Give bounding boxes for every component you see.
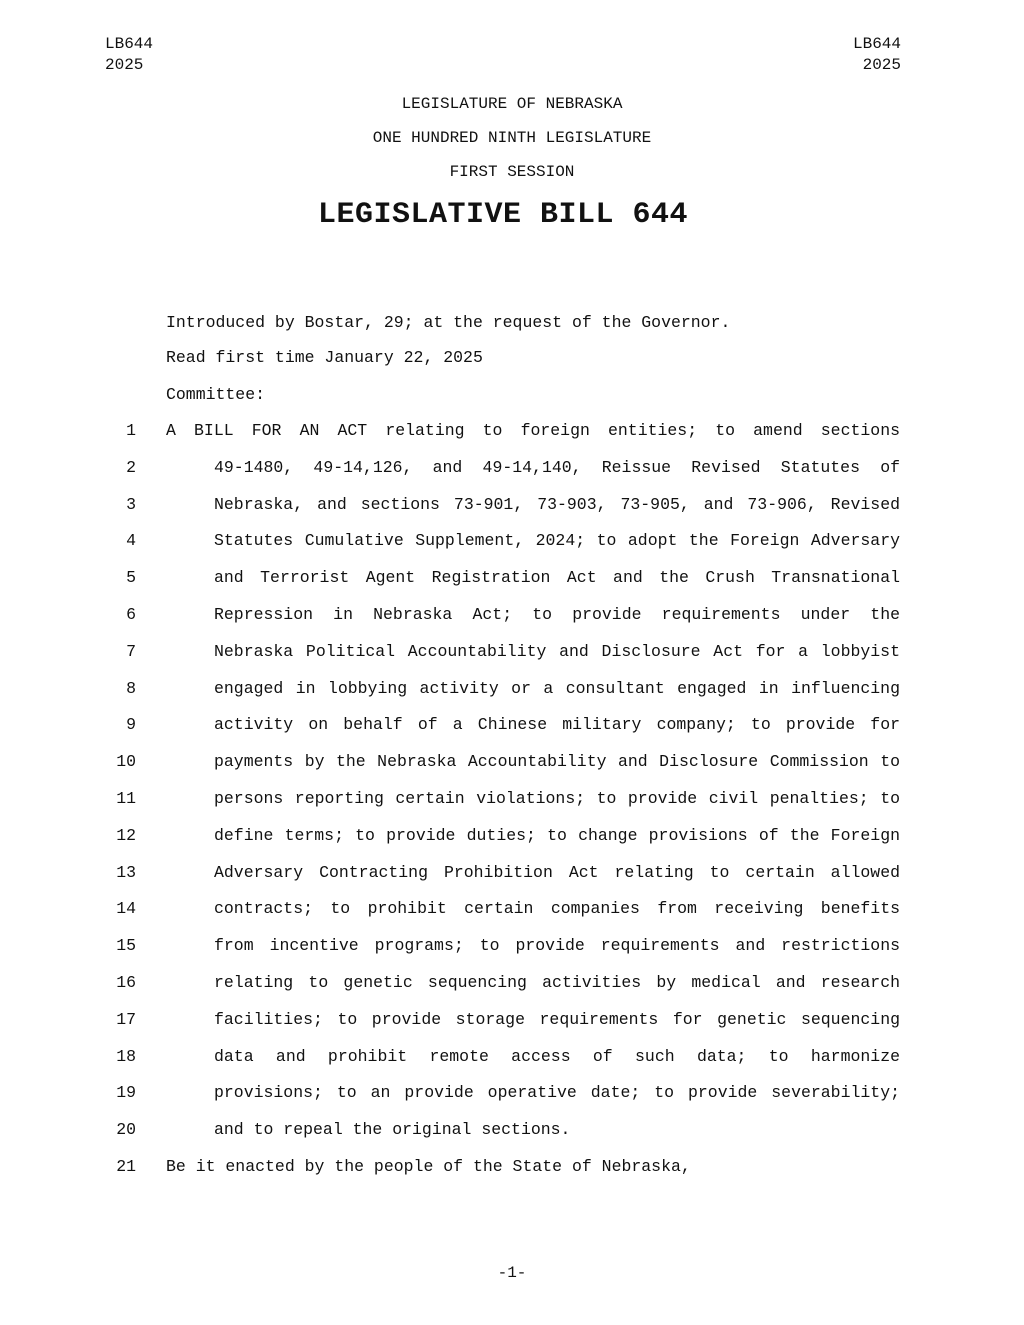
line-text: contracts; to prohibit certain companies from receiving benefits [214,899,900,919]
page-number: -1- [497,1264,527,1282]
line-text: Adversary Contracting Prohibition Act relating to certain allowed [214,862,900,882]
line-text: facilities; to provide storage requirements for genetic sequencing [214,1009,900,1029]
bill-line [0,458,1024,495]
line-text: A BILL FOR AN ACT relating to foreign entities; to amend sections [166,421,900,440]
line-number: 3 [126,494,136,514]
line-number: 14 [116,899,136,919]
committee-label: Committee: [166,385,266,404]
header-right-year: 2025 [862,56,901,74]
bill-line [0,679,1024,716]
read-first-time: Read first time January 22, 2025 [166,348,483,367]
line-number: 18 [116,1046,136,1066]
introduced-by: Introduced by Bostar, 29; at the request of the Governor. [166,313,731,332]
bill-line [0,899,1024,936]
bill-line [0,1010,1024,1047]
line-text: payments by the Nebraska Accountability and Disclosure Commission to [214,752,900,772]
line-number: 9 [126,715,136,735]
header-left-bill: LB644 [105,35,154,53]
line-number: 8 [126,678,136,698]
line-text: 49-1480, 49-14,126, and 49-14,140, Reissue Revised Statutes of [214,457,900,477]
line-number: 6 [126,605,136,624]
line-text: and to repeal the original sections. [214,1120,571,1140]
line-number: 21 [116,1157,136,1176]
line-number: 11 [116,789,136,808]
legislature-name: LEGISLATURE OF NEBRASKA [401,95,623,113]
line-text: persons reporting certain violations; to provide civil penalties; to [214,789,900,808]
line-text: define terms; to provide duties; to change provisions of the Foreign [214,825,900,845]
line-number: 1 [126,421,136,440]
line-number: 13 [116,862,136,882]
line-text: Statutes Cumulative Supplement, 2024; to adopt the Foreign Adversary [214,531,900,551]
line-number: 16 [116,973,136,992]
line-number: 5 [126,568,136,588]
header-right [853,34,901,76]
header-left-year: 2025 [105,56,144,74]
session-label: FIRST SESSION [449,163,575,181]
bill-line [0,936,1024,973]
line-number: 17 [116,1009,136,1029]
bill-line [0,789,1024,826]
line-text: provisions; to an provide operative date; to provide severability; [214,1083,900,1103]
line-text: data and prohibit remote access of such data; to harmonize [214,1046,900,1066]
bill-line [0,973,1024,1010]
bill-line [0,1120,1024,1157]
bill-line [0,495,1024,532]
line-text: relating to genetic sequencing activities by medical and research [214,973,900,992]
line-text: Nebraska, and sections 73-901, 73-903, 73-905, and 73-906, Revised [214,494,900,514]
line-number: 2 [126,457,136,477]
line-number: 19 [116,1083,136,1103]
bill-line [0,1157,1024,1194]
line-number: 12 [116,825,136,845]
line-text: Repression in Nebraska Act; to provide requirements under the [214,605,900,624]
line-number: 20 [116,1120,136,1140]
bill-title: LEGISLATIVE BILL 644 [317,198,689,232]
bill-line [0,531,1024,568]
header-right-bill: LB644 [852,35,901,53]
bill-line [0,863,1024,900]
line-text: Nebraska Political Accountability and Disclosure Act for a lobbyist [214,641,900,661]
line-text: and Terrorist Agent Registration Act and the Crush Transnational [214,568,900,588]
bill-line [0,642,1024,679]
header-left [105,34,153,76]
line-text: from incentive programs; to provide requirements and restrictions [214,936,900,956]
bill-line [0,826,1024,863]
line-text: engaged in lobbying activity or a consultant engaged in influencing [214,678,900,698]
line-text: Be it enacted by the people of the State of Nebraska, [166,1157,691,1176]
line-number: 7 [126,641,136,661]
line-number: 4 [126,531,136,551]
bill-line [0,1083,1024,1120]
line-text: activity on behalf of a Chinese military company; to provide for [214,715,900,735]
legislature-number: ONE HUNDRED NINTH LEGISLATURE [372,129,652,147]
line-number: 10 [116,752,136,772]
bill-line [0,715,1024,752]
bill-line [0,752,1024,789]
bill-line [0,568,1024,605]
bill-line [0,1047,1024,1084]
line-number: 15 [116,936,136,956]
bill-line [0,605,1024,642]
bill-line [0,421,1024,458]
